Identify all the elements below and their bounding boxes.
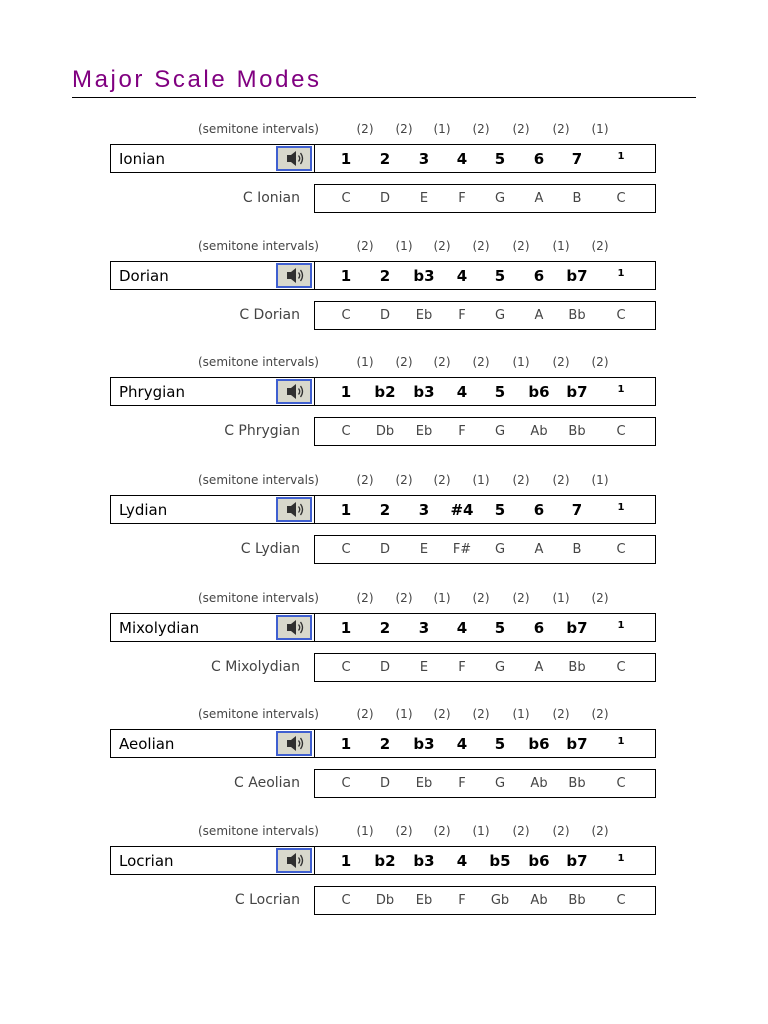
mode-dorian	[0, 239, 768, 355]
scale-degree: 5	[494, 735, 506, 753]
note-name: C	[341, 308, 351, 323]
scale-degree: b7	[566, 619, 588, 637]
interval-value: (2)	[472, 707, 490, 721]
interval-value: (2)	[395, 591, 413, 605]
interval-value: (2)	[552, 122, 570, 136]
note-name: F	[458, 308, 466, 323]
scale-degree: 4	[456, 619, 468, 637]
note-name: C	[341, 776, 351, 791]
interval-value: (2)	[433, 707, 451, 721]
note-name: G	[494, 542, 506, 557]
note-name: Db	[375, 893, 395, 908]
scale-degree: 2	[379, 501, 391, 519]
interval-value: (2)	[591, 824, 609, 838]
interval-value: (2)	[552, 707, 570, 721]
note-name: Bb	[568, 424, 586, 439]
scale-degree: b2	[374, 852, 396, 870]
note-name: D	[379, 191, 390, 206]
mode-name: Dorian	[119, 267, 169, 285]
mode-name: Mixolydian	[119, 619, 200, 637]
scale-degree: 7	[571, 150, 583, 168]
scale-degree: b3	[413, 267, 435, 285]
speaker-icon	[278, 499, 310, 520]
note-name: D	[379, 660, 390, 675]
title-divider	[72, 97, 696, 98]
note-name: Eb	[415, 776, 433, 791]
note-name: G	[494, 424, 506, 439]
play-locrian-button[interactable]	[276, 848, 312, 873]
speaker-icon	[278, 381, 310, 402]
interval-value: (2)	[433, 473, 451, 487]
scale-degree: 1	[340, 735, 352, 753]
scale-degree: 2	[379, 150, 391, 168]
scale-degree: b6	[528, 735, 550, 753]
mode-ionian	[0, 122, 768, 238]
note-name: Ab	[530, 776, 548, 791]
note-name: F	[458, 776, 466, 791]
scale-degree: b3	[413, 735, 435, 753]
interval-value: (2)	[552, 824, 570, 838]
note-name: D	[379, 308, 390, 323]
note-name: A	[534, 542, 544, 557]
scale-degree: b7	[566, 267, 588, 285]
scale-degree: 5	[494, 501, 506, 519]
note-name: Bb	[568, 660, 586, 675]
note-name: D	[379, 776, 390, 791]
play-dorian-button[interactable]	[276, 263, 312, 288]
note-name: Db	[375, 424, 395, 439]
interval-value: (2)	[591, 355, 609, 369]
c-mode-label: C Lydian	[240, 541, 300, 557]
scale-degree: 1	[340, 383, 352, 401]
scale-degree: 6	[533, 619, 545, 637]
scale-degree: 1	[340, 501, 352, 519]
mode-name: Locrian	[119, 852, 174, 870]
semitone-intervals-label: (semitone intervals)	[198, 473, 319, 487]
mode-phrygian	[0, 355, 768, 471]
interval-value: (2)	[512, 122, 530, 136]
interval-value: (1)	[472, 824, 490, 838]
interval-value: (1)	[395, 707, 413, 721]
interval-value: (2)	[433, 239, 451, 253]
speaker-icon	[278, 148, 310, 169]
scale-degree: b6	[528, 383, 550, 401]
interval-value: (1)	[552, 239, 570, 253]
interval-value: (2)	[395, 824, 413, 838]
note-name: C	[341, 191, 351, 206]
note-name: E	[419, 660, 429, 675]
interval-value: (2)	[591, 707, 609, 721]
note-name: C	[616, 424, 626, 439]
interval-value: (2)	[395, 473, 413, 487]
scale-degree: 6	[533, 501, 545, 519]
scale-degree: 4	[456, 735, 468, 753]
scale-degree: b7	[566, 852, 588, 870]
note-name: C	[616, 893, 626, 908]
note-name: C	[616, 776, 626, 791]
note-name: F	[458, 191, 466, 206]
note-name: Ab	[530, 893, 548, 908]
scale-degree: 7	[571, 501, 583, 519]
c-mode-label: C Dorian	[239, 307, 300, 323]
play-lydian-button[interactable]	[276, 497, 312, 522]
c-mode-label: C Locrian	[234, 892, 300, 908]
interval-value: (2)	[552, 355, 570, 369]
scale-degree: 1	[617, 853, 625, 864]
interval-value: (1)	[552, 591, 570, 605]
scale-degree: 6	[533, 267, 545, 285]
page-title: Major Scale Modes	[72, 66, 322, 93]
interval-value: (2)	[356, 122, 374, 136]
interval-value: (2)	[472, 239, 490, 253]
semitone-intervals-label: (semitone intervals)	[198, 824, 319, 838]
scale-degree: 5	[494, 383, 506, 401]
note-name: C	[616, 308, 626, 323]
note-name: Bb	[568, 776, 586, 791]
mode-name: Ionian	[119, 150, 165, 168]
interval-value: (1)	[472, 473, 490, 487]
note-name: C	[341, 542, 351, 557]
interval-value: (2)	[356, 591, 374, 605]
scale-degree: 1	[617, 620, 625, 631]
c-mode-label: C Ionian	[242, 190, 300, 206]
mode-aeolian	[0, 707, 768, 823]
note-name: E	[419, 542, 429, 557]
scale-degree: b7	[566, 735, 588, 753]
interval-value: (2)	[356, 473, 374, 487]
note-name: F	[458, 660, 466, 675]
interval-value: (1)	[395, 239, 413, 253]
interval-value: (1)	[356, 355, 374, 369]
scale-degree: b7	[566, 383, 588, 401]
scale-degree: b6	[528, 852, 550, 870]
scale-degree: 1	[617, 736, 625, 747]
interval-value: (1)	[512, 707, 530, 721]
note-name: D	[379, 542, 390, 557]
scale-degree: 4	[456, 852, 468, 870]
play-ionian-button[interactable]	[276, 146, 312, 171]
note-name: C	[616, 542, 626, 557]
scale-degree: 5	[494, 619, 506, 637]
note-name: C	[341, 660, 351, 675]
scale-degree: 1	[340, 150, 352, 168]
note-name: C	[616, 660, 626, 675]
note-name: G	[494, 776, 506, 791]
play-aeolian-button[interactable]	[276, 731, 312, 756]
note-name: G	[494, 191, 506, 206]
interval-value: (2)	[433, 824, 451, 838]
speaker-icon	[278, 733, 310, 754]
interval-value: (1)	[433, 591, 451, 605]
interval-value: (1)	[591, 473, 609, 487]
scale-degree: 6	[533, 150, 545, 168]
mode-lydian	[0, 473, 768, 589]
note-name: Ab	[530, 424, 548, 439]
interval-value: (2)	[472, 355, 490, 369]
interval-value: (2)	[591, 239, 609, 253]
note-name: Eb	[415, 424, 433, 439]
mode-name: Lydian	[119, 501, 168, 519]
scale-degree: 3	[418, 150, 430, 168]
note-name: F	[458, 893, 466, 908]
note-name: A	[534, 660, 544, 675]
interval-value: (2)	[552, 473, 570, 487]
scale-degree: 3	[418, 501, 430, 519]
scale-degree: 1	[340, 619, 352, 637]
note-name: Eb	[415, 893, 433, 908]
scale-degree: 1	[617, 268, 625, 279]
semitone-intervals-label: (semitone intervals)	[198, 355, 319, 369]
scale-degree: 3	[418, 619, 430, 637]
interval-value: (1)	[433, 122, 451, 136]
scale-degree: 1	[617, 151, 625, 162]
note-name: C	[341, 424, 351, 439]
note-name: Bb	[568, 893, 586, 908]
scale-degree: b3	[413, 852, 435, 870]
scale-degree: 5	[494, 150, 506, 168]
interval-value: (2)	[356, 239, 374, 253]
c-mode-label: C Aeolian	[234, 775, 300, 791]
note-name: A	[534, 191, 544, 206]
scale-degree: 1	[617, 502, 625, 513]
interval-value: (2)	[512, 239, 530, 253]
mode-locrian	[0, 824, 768, 940]
scale-degree: 5	[494, 267, 506, 285]
scale-degree: 2	[379, 267, 391, 285]
speaker-icon	[278, 850, 310, 871]
semitone-intervals-label: (semitone intervals)	[198, 591, 319, 605]
scale-degree: b5	[489, 852, 511, 870]
note-name: F#	[452, 542, 472, 557]
interval-value: (2)	[356, 707, 374, 721]
note-name: G	[494, 308, 506, 323]
note-name: F	[458, 424, 466, 439]
note-name: B	[572, 542, 582, 557]
interval-value: (2)	[472, 591, 490, 605]
mode-name: Phrygian	[119, 383, 185, 401]
interval-value: (2)	[395, 355, 413, 369]
scale-degree: 4	[456, 383, 468, 401]
semitone-intervals-label: (semitone intervals)	[198, 122, 319, 136]
interval-value: (1)	[512, 355, 530, 369]
note-name: B	[572, 191, 582, 206]
note-name: A	[534, 308, 544, 323]
interval-value: (2)	[591, 591, 609, 605]
note-name: E	[419, 191, 429, 206]
interval-value: (2)	[512, 473, 530, 487]
speaker-icon	[278, 265, 310, 286]
c-mode-label: C Phrygian	[224, 423, 300, 439]
note-name: C	[616, 191, 626, 206]
note-name: G	[494, 660, 506, 675]
scale-degree: b2	[374, 383, 396, 401]
interval-value: (2)	[395, 122, 413, 136]
interval-value: (1)	[591, 122, 609, 136]
interval-value: (2)	[512, 824, 530, 838]
scale-degree: b3	[413, 383, 435, 401]
c-mode-label: C Mixolydian	[210, 659, 300, 675]
scale-degree: 4	[456, 267, 468, 285]
mode-mixolydian	[0, 591, 768, 707]
play-mixolydian-button[interactable]	[276, 615, 312, 640]
note-name: Eb	[415, 308, 433, 323]
scale-degree: 2	[379, 735, 391, 753]
scale-degree: 2	[379, 619, 391, 637]
note-name: Gb	[490, 893, 510, 908]
play-phrygian-button[interactable]	[276, 379, 312, 404]
note-name: Bb	[568, 308, 586, 323]
interval-value: (2)	[472, 122, 490, 136]
scale-degree: #4	[450, 501, 474, 519]
interval-value: (1)	[356, 824, 374, 838]
speaker-icon	[278, 617, 310, 638]
semitone-intervals-label: (semitone intervals)	[198, 707, 319, 721]
scale-degree: 1	[340, 267, 352, 285]
interval-value: (2)	[433, 355, 451, 369]
scale-degree: 1	[617, 384, 625, 395]
scale-degree: 1	[340, 852, 352, 870]
scale-degree: 4	[456, 150, 468, 168]
note-name: C	[341, 893, 351, 908]
mode-name: Aeolian	[119, 735, 175, 753]
interval-value: (2)	[512, 591, 530, 605]
semitone-intervals-label: (semitone intervals)	[198, 239, 319, 253]
